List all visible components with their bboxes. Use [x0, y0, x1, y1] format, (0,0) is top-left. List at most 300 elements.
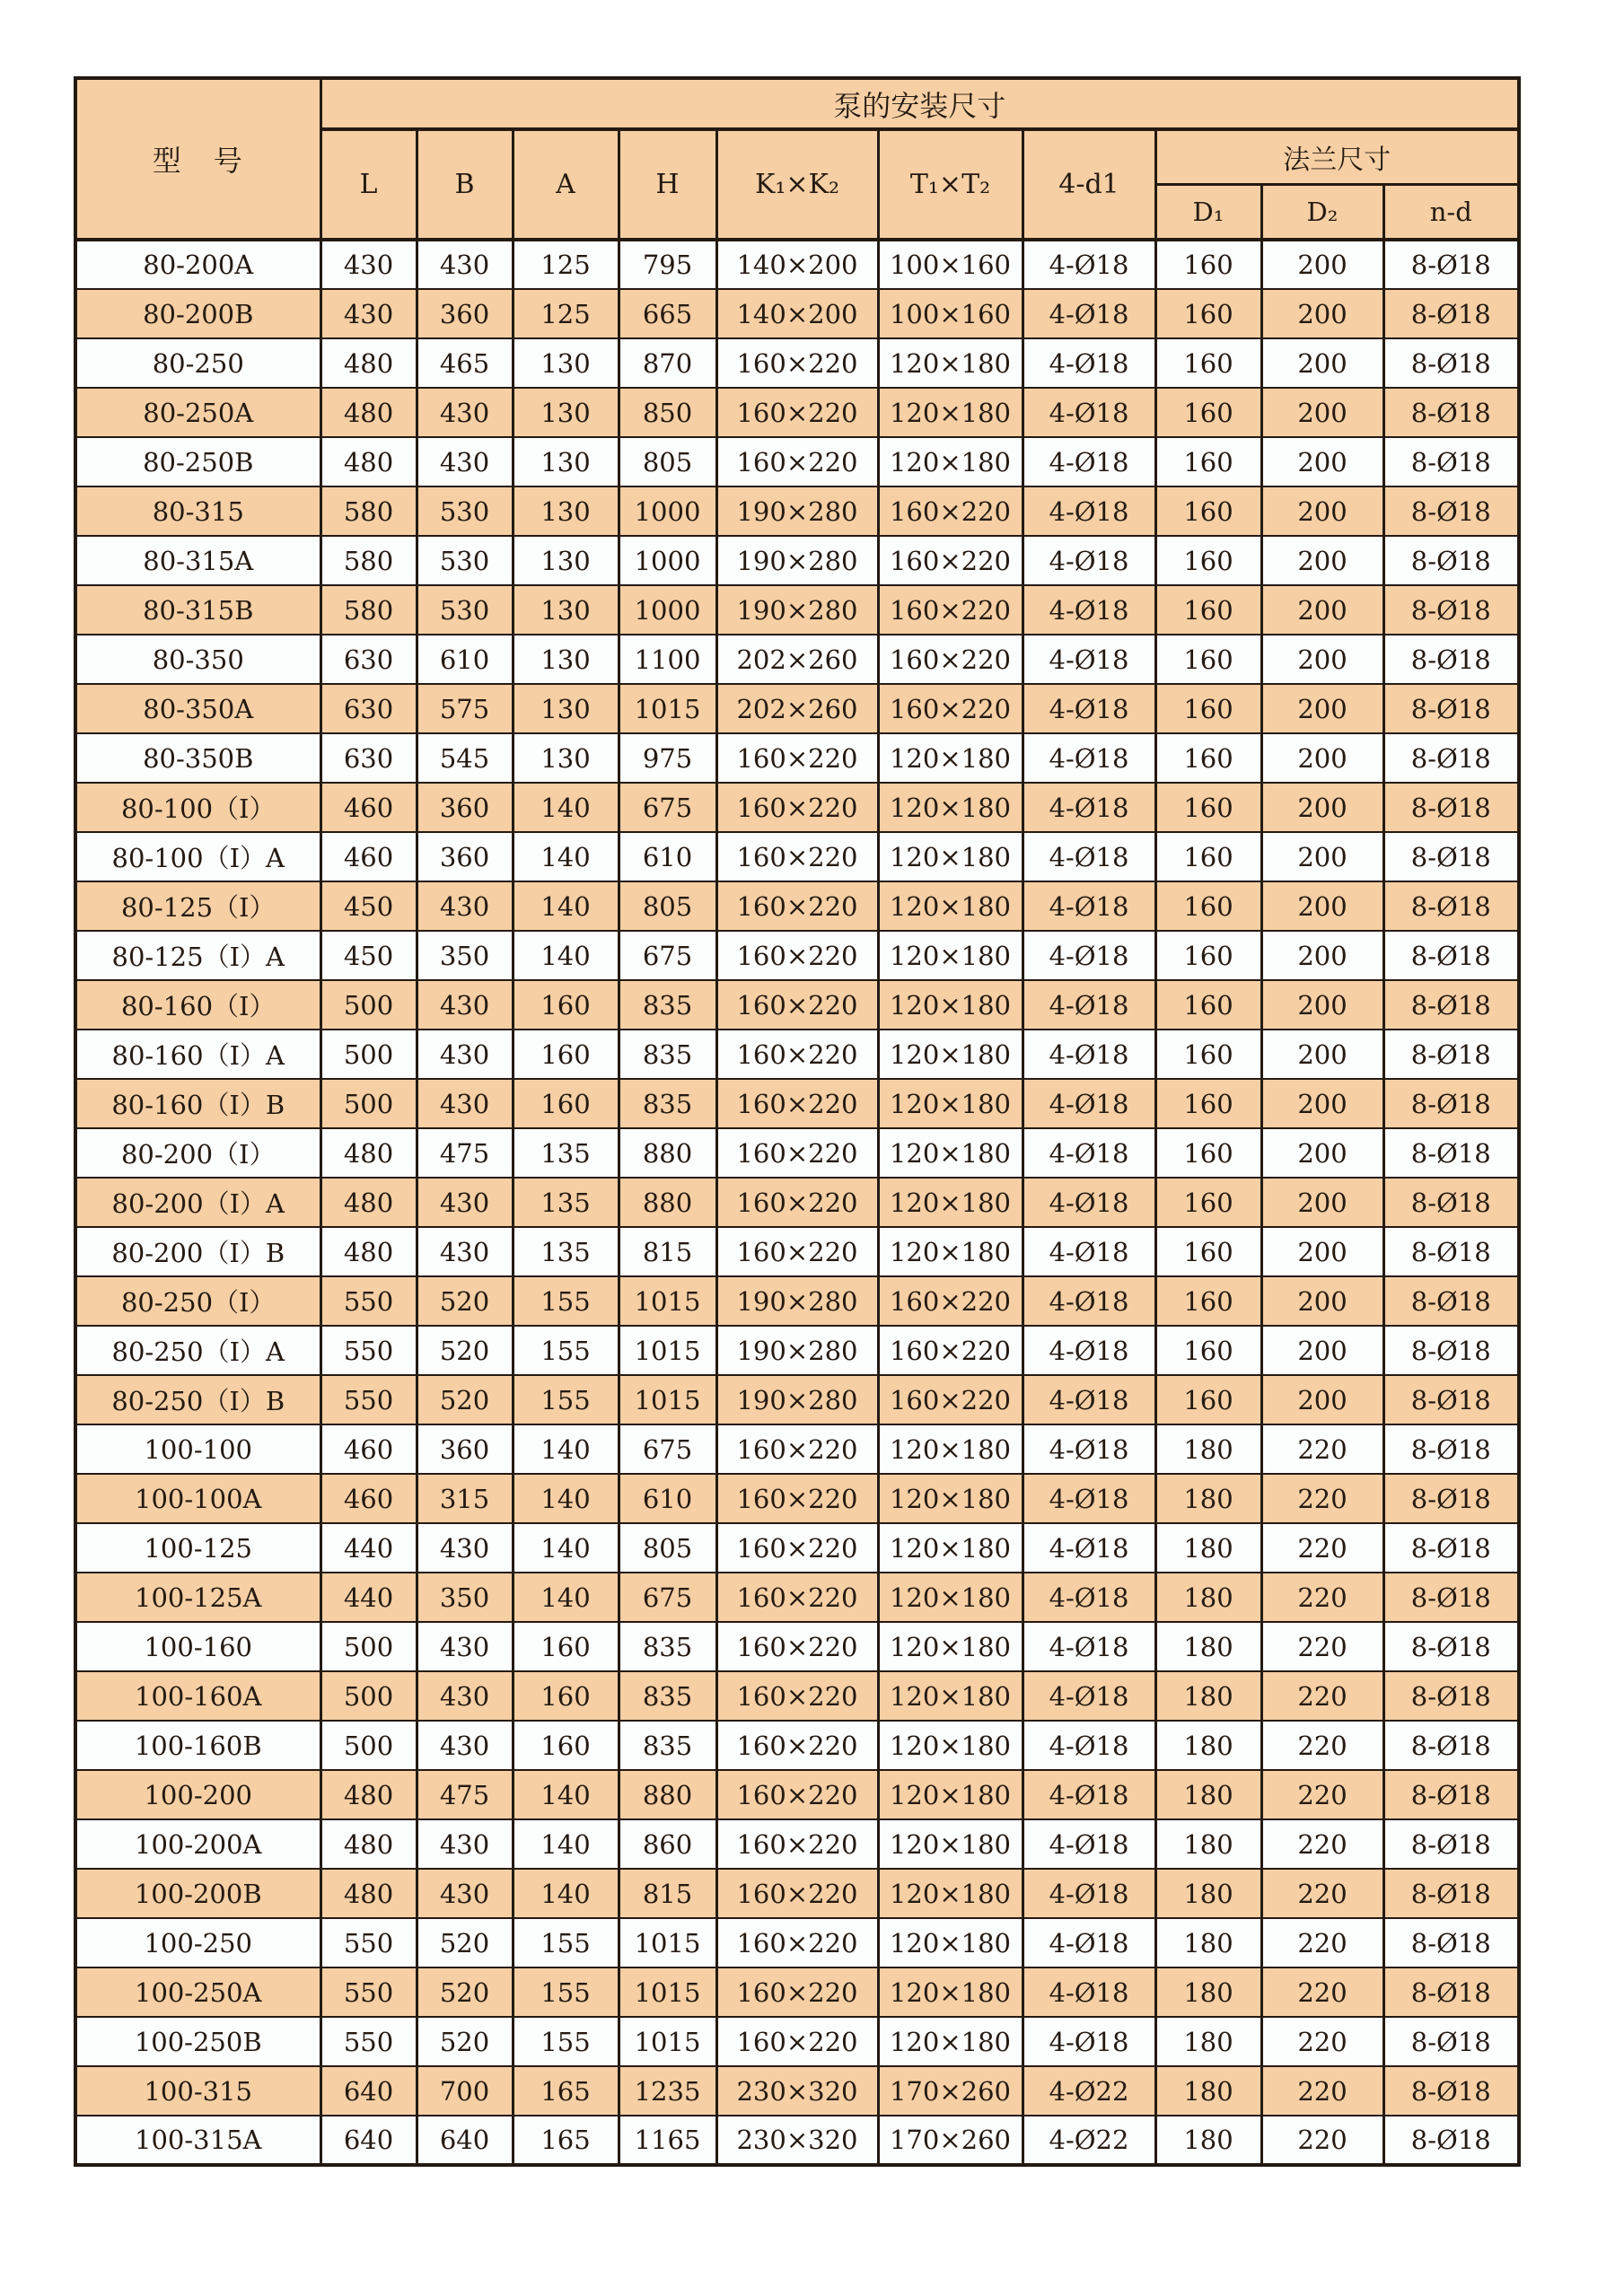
cell-k1xk2: 160×220 — [716, 1079, 878, 1128]
cell-d2: 220 — [1261, 1622, 1383, 1671]
cell-model: 100-315 — [75, 2066, 320, 2116]
table-row — [75, 2116, 1519, 2165]
cell-4d1: 4-Ø18 — [1023, 1819, 1155, 1869]
cell-b: 430 — [417, 881, 513, 931]
cell-t1xt2: 120×180 — [878, 783, 1023, 832]
cell-4d1: 4-Ø18 — [1023, 684, 1155, 733]
cell-4d1: 4-Ø18 — [1023, 635, 1155, 684]
cell-b: 610 — [417, 635, 513, 684]
cell-model: 80-160（I） — [75, 980, 320, 1030]
cell-b: 465 — [417, 338, 513, 388]
cell-nd: 8-Ø18 — [1383, 1128, 1519, 1178]
cell-b: 430 — [417, 1227, 513, 1276]
cell-l: 450 — [320, 881, 417, 931]
cell-d1: 160 — [1155, 1227, 1261, 1276]
cell-k1xk2: 160×220 — [716, 832, 878, 881]
pump-dimension-table — [74, 76, 1521, 2167]
cell-k1xk2: 160×220 — [716, 980, 878, 1030]
cell-4d1: 4-Ø18 — [1023, 1967, 1155, 2017]
cell-a: 140 — [513, 1573, 619, 1622]
cell-k1xk2: 160×220 — [716, 1178, 878, 1227]
cell-k1xk2: 160×220 — [716, 338, 878, 388]
cell-model: 80-250（I）A — [75, 1326, 320, 1375]
cell-model: 100-250B — [75, 2017, 320, 2066]
cell-t1xt2: 120×180 — [878, 1523, 1023, 1573]
cell-model: 80-200（I） — [75, 1128, 320, 1178]
table-row — [75, 1819, 1519, 1869]
cell-4d1: 4-Ø18 — [1023, 980, 1155, 1030]
cell-t1xt2: 120×180 — [878, 1178, 1023, 1227]
cell-4d1: 4-Ø18 — [1023, 536, 1155, 585]
cell-t1xt2: 120×180 — [878, 1819, 1023, 1869]
cell-b: 430 — [417, 1819, 513, 1869]
cell-d1: 180 — [1155, 2116, 1261, 2165]
cell-4d1: 4-Ø18 — [1023, 338, 1155, 388]
cell-nd: 8-Ø18 — [1383, 437, 1519, 486]
cell-d2: 200 — [1261, 832, 1383, 881]
cell-d2: 220 — [1261, 1869, 1383, 1918]
cell-d2: 200 — [1261, 1030, 1383, 1079]
cell-d2: 200 — [1261, 684, 1383, 733]
cell-model: 80-100（I） — [75, 783, 320, 832]
cell-t1xt2: 120×180 — [878, 1869, 1023, 1918]
table-row — [75, 635, 1519, 684]
cell-t1xt2: 120×180 — [878, 1671, 1023, 1721]
cell-nd: 8-Ø18 — [1383, 1178, 1519, 1227]
cell-b: 475 — [417, 1770, 513, 1819]
cell-d1: 180 — [1155, 1770, 1261, 1819]
table-row — [75, 1573, 1519, 1622]
cell-h: 815 — [619, 1869, 716, 1918]
cell-h: 675 — [619, 1573, 716, 1622]
cell-d2: 200 — [1261, 536, 1383, 585]
cell-h: 835 — [619, 980, 716, 1030]
cell-t1xt2: 120×180 — [878, 1622, 1023, 1671]
cell-k1xk2: 160×220 — [716, 388, 878, 437]
cell-d1: 160 — [1155, 1326, 1261, 1375]
table-row — [75, 536, 1519, 585]
table-row — [75, 1869, 1519, 1918]
cell-t1xt2: 120×180 — [878, 1128, 1023, 1178]
cell-model: 80-100（I）A — [75, 832, 320, 881]
cell-t1xt2: 120×180 — [878, 1079, 1023, 1128]
cell-k1xk2: 160×220 — [716, 1030, 878, 1079]
cell-4d1: 4-Ø18 — [1023, 486, 1155, 536]
cell-4d1: 4-Ø18 — [1023, 1721, 1155, 1770]
cell-d1: 160 — [1155, 1128, 1261, 1178]
table-row — [75, 881, 1519, 931]
cell-t1xt2: 120×180 — [878, 1918, 1023, 1967]
cell-d1: 160 — [1155, 733, 1261, 783]
cell-model: 100-125 — [75, 1523, 320, 1573]
cell-d1: 160 — [1155, 1178, 1261, 1227]
cell-l: 500 — [320, 980, 417, 1030]
cell-a: 140 — [513, 1869, 619, 1918]
cell-4d1: 4-Ø22 — [1023, 2066, 1155, 2116]
cell-l: 480 — [320, 1770, 417, 1819]
cell-l: 500 — [320, 1671, 417, 1721]
cell-t1xt2: 120×180 — [878, 1030, 1023, 1079]
cell-t1xt2: 120×180 — [878, 733, 1023, 783]
cell-nd: 8-Ø18 — [1383, 585, 1519, 635]
cell-model: 100-160A — [75, 1671, 320, 1721]
cell-l: 630 — [320, 684, 417, 733]
cell-b: 360 — [417, 1424, 513, 1474]
cell-h: 1015 — [619, 2017, 716, 2066]
cell-model: 80-350B — [75, 733, 320, 783]
cell-h: 1015 — [619, 684, 716, 733]
cell-d1: 160 — [1155, 980, 1261, 1030]
cell-t1xt2: 160×220 — [878, 1276, 1023, 1326]
cell-h: 1165 — [619, 2116, 716, 2165]
cell-b: 430 — [417, 980, 513, 1030]
cell-d2: 200 — [1261, 1326, 1383, 1375]
cell-l: 480 — [320, 1128, 417, 1178]
cell-h: 815 — [619, 1227, 716, 1276]
cell-t1xt2: 160×220 — [878, 1375, 1023, 1424]
cell-t1xt2: 100×160 — [878, 240, 1023, 289]
cell-a: 135 — [513, 1178, 619, 1227]
header-col-T1xT2: T₁×T₂ — [878, 129, 1023, 240]
cell-d1: 160 — [1155, 783, 1261, 832]
header-col-K1xK2: K₁×K₂ — [716, 129, 878, 240]
cell-t1xt2: 120×180 — [878, 1967, 1023, 2017]
cell-k1xk2: 160×220 — [716, 1227, 878, 1276]
cell-t1xt2: 120×180 — [878, 388, 1023, 437]
cell-b: 315 — [417, 1474, 513, 1523]
cell-t1xt2: 160×220 — [878, 1326, 1023, 1375]
cell-l: 500 — [320, 1079, 417, 1128]
cell-l: 580 — [320, 536, 417, 585]
table-row — [75, 1424, 1519, 1474]
table-row — [75, 388, 1519, 437]
cell-h: 835 — [619, 1671, 716, 1721]
cell-nd: 8-Ø18 — [1383, 388, 1519, 437]
cell-a: 165 — [513, 2116, 619, 2165]
cell-d2: 220 — [1261, 1424, 1383, 1474]
cell-k1xk2: 140×200 — [716, 240, 878, 289]
cell-b: 360 — [417, 783, 513, 832]
cell-a: 130 — [513, 635, 619, 684]
table-row — [75, 1770, 1519, 1819]
cell-h: 1000 — [619, 486, 716, 536]
cell-a: 165 — [513, 2066, 619, 2116]
cell-model: 80-200（I）B — [75, 1227, 320, 1276]
cell-d1: 180 — [1155, 2017, 1261, 2066]
cell-a: 130 — [513, 684, 619, 733]
cell-d2: 200 — [1261, 1375, 1383, 1424]
cell-h: 850 — [619, 388, 716, 437]
cell-k1xk2: 190×280 — [716, 585, 878, 635]
cell-a: 160 — [513, 1030, 619, 1079]
cell-nd: 8-Ø18 — [1383, 1819, 1519, 1869]
cell-t1xt2: 120×180 — [878, 338, 1023, 388]
cell-d2: 200 — [1261, 1079, 1383, 1128]
cell-t1xt2: 170×260 — [878, 2116, 1023, 2165]
cell-d1: 160 — [1155, 585, 1261, 635]
cell-model: 100-200 — [75, 1770, 320, 1819]
cell-model: 80-315 — [75, 486, 320, 536]
table-row — [75, 2066, 1519, 2116]
table-row — [75, 289, 1519, 338]
cell-a: 130 — [513, 536, 619, 585]
table-row — [75, 1671, 1519, 1721]
cell-l: 550 — [320, 1918, 417, 1967]
cell-d1: 160 — [1155, 536, 1261, 585]
cell-4d1: 4-Ø18 — [1023, 1869, 1155, 1918]
cell-d2: 200 — [1261, 486, 1383, 536]
cell-d2: 220 — [1261, 1474, 1383, 1523]
cell-k1xk2: 190×280 — [716, 1375, 878, 1424]
table-row — [75, 1523, 1519, 1573]
cell-d1: 160 — [1155, 684, 1261, 733]
table-body — [75, 240, 1519, 2165]
cell-model: 80-350 — [75, 635, 320, 684]
cell-h: 880 — [619, 1770, 716, 1819]
table-row — [75, 832, 1519, 881]
cell-d1: 160 — [1155, 1375, 1261, 1424]
cell-d2: 220 — [1261, 1918, 1383, 1967]
cell-nd: 8-Ø18 — [1383, 1721, 1519, 1770]
cell-d2: 200 — [1261, 338, 1383, 388]
table-row — [75, 1178, 1519, 1227]
cell-t1xt2: 120×180 — [878, 2017, 1023, 2066]
table-row — [75, 1375, 1519, 1424]
cell-b: 520 — [417, 1375, 513, 1424]
cell-t1xt2: 120×180 — [878, 1770, 1023, 1819]
cell-d2: 220 — [1261, 1573, 1383, 1622]
cell-h: 1100 — [619, 635, 716, 684]
cell-l: 430 — [320, 240, 417, 289]
cell-h: 1000 — [619, 536, 716, 585]
cell-l: 550 — [320, 1375, 417, 1424]
cell-nd: 8-Ø18 — [1383, 1227, 1519, 1276]
cell-k1xk2: 160×220 — [716, 437, 878, 486]
cell-a: 155 — [513, 1375, 619, 1424]
table-row — [75, 1030, 1519, 1079]
cell-l: 480 — [320, 1869, 417, 1918]
table-row — [75, 733, 1519, 783]
cell-h: 835 — [619, 1622, 716, 1671]
cell-model: 80-250（I）B — [75, 1375, 320, 1424]
cell-model: 100-160 — [75, 1622, 320, 1671]
cell-4d1: 4-Ø18 — [1023, 585, 1155, 635]
cell-d2: 220 — [1261, 2066, 1383, 2116]
cell-a: 155 — [513, 1967, 619, 2017]
cell-b: 520 — [417, 1918, 513, 1967]
cell-4d1: 4-Ø18 — [1023, 1474, 1155, 1523]
cell-a: 140 — [513, 931, 619, 980]
cell-d1: 180 — [1155, 1474, 1261, 1523]
cell-h: 675 — [619, 931, 716, 980]
cell-l: 550 — [320, 1967, 417, 2017]
cell-h: 1000 — [619, 585, 716, 635]
header-col-D2: D₂ — [1261, 185, 1383, 241]
cell-l: 460 — [320, 832, 417, 881]
cell-nd: 8-Ø18 — [1383, 1671, 1519, 1721]
cell-k1xk2: 160×220 — [716, 783, 878, 832]
cell-model: 100-160B — [75, 1721, 320, 1770]
cell-b: 530 — [417, 585, 513, 635]
cell-h: 880 — [619, 1128, 716, 1178]
cell-nd: 8-Ø18 — [1383, 733, 1519, 783]
cell-model: 80-125（I）A — [75, 931, 320, 980]
cell-model: 80-250 — [75, 338, 320, 388]
header-col-n-d: n-d — [1383, 185, 1519, 241]
cell-k1xk2: 190×280 — [716, 1326, 878, 1375]
cell-model: 80-350A — [75, 684, 320, 733]
cell-nd: 8-Ø18 — [1383, 240, 1519, 289]
header-col-A: A — [513, 129, 619, 240]
cell-model: 80-250（I） — [75, 1276, 320, 1326]
cell-h: 835 — [619, 1079, 716, 1128]
table-row — [75, 1918, 1519, 1967]
cell-d2: 220 — [1261, 2017, 1383, 2066]
cell-b: 700 — [417, 2066, 513, 2116]
cell-l: 440 — [320, 1523, 417, 1573]
cell-b: 530 — [417, 486, 513, 536]
cell-a: 140 — [513, 1474, 619, 1523]
table-row — [75, 240, 1519, 289]
cell-k1xk2: 230×320 — [716, 2066, 878, 2116]
cell-h: 1015 — [619, 1967, 716, 2017]
cell-d2: 200 — [1261, 931, 1383, 980]
cell-t1xt2: 160×220 — [878, 635, 1023, 684]
cell-4d1: 4-Ø18 — [1023, 1375, 1155, 1424]
table-row — [75, 585, 1519, 635]
cell-d1: 160 — [1155, 1030, 1261, 1079]
cell-l: 450 — [320, 931, 417, 980]
cell-b: 430 — [417, 1030, 513, 1079]
cell-b: 520 — [417, 1276, 513, 1326]
table-row — [75, 1128, 1519, 1178]
table-row — [75, 980, 1519, 1030]
cell-nd: 8-Ø18 — [1383, 832, 1519, 881]
cell-t1xt2: 160×220 — [878, 486, 1023, 536]
cell-b: 640 — [417, 2116, 513, 2165]
cell-l: 580 — [320, 585, 417, 635]
cell-d2: 220 — [1261, 1819, 1383, 1869]
cell-d2: 200 — [1261, 733, 1383, 783]
cell-l: 430 — [320, 289, 417, 338]
cell-d1: 160 — [1155, 388, 1261, 437]
cell-d1: 180 — [1155, 1622, 1261, 1671]
cell-nd: 8-Ø18 — [1383, 931, 1519, 980]
cell-a: 130 — [513, 338, 619, 388]
cell-4d1: 4-Ø18 — [1023, 881, 1155, 931]
cell-model: 100-250 — [75, 1918, 320, 1967]
cell-d1: 160 — [1155, 486, 1261, 536]
cell-t1xt2: 160×220 — [878, 585, 1023, 635]
cell-k1xk2: 160×220 — [716, 1819, 878, 1869]
cell-b: 360 — [417, 289, 513, 338]
cell-t1xt2: 120×180 — [878, 832, 1023, 881]
cell-d2: 220 — [1261, 1770, 1383, 1819]
cell-nd: 8-Ø18 — [1383, 635, 1519, 684]
cell-a: 130 — [513, 388, 619, 437]
cell-b: 520 — [417, 1967, 513, 2017]
cell-h: 860 — [619, 1819, 716, 1869]
cell-d1: 180 — [1155, 1671, 1261, 1721]
cell-nd: 8-Ø18 — [1383, 684, 1519, 733]
cell-h: 665 — [619, 289, 716, 338]
cell-nd: 8-Ø18 — [1383, 1770, 1519, 1819]
cell-d1: 180 — [1155, 1721, 1261, 1770]
table-row — [75, 1227, 1519, 1276]
cell-nd: 8-Ø18 — [1383, 1474, 1519, 1523]
table-row — [75, 437, 1519, 486]
cell-t1xt2: 120×180 — [878, 1227, 1023, 1276]
cell-b: 430 — [417, 388, 513, 437]
cell-a: 160 — [513, 980, 619, 1030]
cell-d2: 200 — [1261, 437, 1383, 486]
cell-nd: 8-Ø18 — [1383, 1375, 1519, 1424]
cell-b: 430 — [417, 1671, 513, 1721]
cell-k1xk2: 160×220 — [716, 1424, 878, 1474]
cell-nd: 8-Ø18 — [1383, 980, 1519, 1030]
cell-a: 160 — [513, 1721, 619, 1770]
cell-nd: 8-Ø18 — [1383, 2116, 1519, 2165]
cell-d1: 160 — [1155, 931, 1261, 980]
cell-d2: 200 — [1261, 388, 1383, 437]
cell-d2: 200 — [1261, 980, 1383, 1030]
cell-4d1: 4-Ø18 — [1023, 240, 1155, 289]
cell-a: 155 — [513, 2017, 619, 2066]
table-row — [75, 1474, 1519, 1523]
cell-b: 430 — [417, 1178, 513, 1227]
cell-b: 545 — [417, 733, 513, 783]
table-row — [75, 486, 1519, 536]
cell-a: 140 — [513, 1770, 619, 1819]
cell-h: 1015 — [619, 1276, 716, 1326]
cell-k1xk2: 202×260 — [716, 684, 878, 733]
cell-nd: 8-Ø18 — [1383, 1079, 1519, 1128]
cell-a: 160 — [513, 1622, 619, 1671]
cell-h: 835 — [619, 1721, 716, 1770]
cell-model: 100-200A — [75, 1819, 320, 1869]
cell-model: 100-100A — [75, 1474, 320, 1523]
cell-d2: 200 — [1261, 1128, 1383, 1178]
cell-d2: 200 — [1261, 585, 1383, 635]
cell-b: 475 — [417, 1128, 513, 1178]
cell-k1xk2: 160×220 — [716, 881, 878, 931]
cell-4d1: 4-Ø18 — [1023, 832, 1155, 881]
cell-a: 140 — [513, 881, 619, 931]
cell-l: 480 — [320, 1227, 417, 1276]
cell-b: 520 — [417, 2017, 513, 2066]
cell-b: 430 — [417, 1869, 513, 1918]
cell-k1xk2: 160×220 — [716, 1918, 878, 1967]
table-row — [75, 1721, 1519, 1770]
cell-d2: 220 — [1261, 1721, 1383, 1770]
cell-l: 640 — [320, 2066, 417, 2116]
cell-model: 100-315A — [75, 2116, 320, 2165]
cell-a: 125 — [513, 240, 619, 289]
cell-a: 135 — [513, 1128, 619, 1178]
header-col-H: H — [619, 129, 716, 240]
cell-l: 550 — [320, 2017, 417, 2066]
cell-t1xt2: 160×220 — [878, 536, 1023, 585]
cell-d1: 180 — [1155, 2066, 1261, 2116]
cell-d2: 220 — [1261, 2116, 1383, 2165]
cell-h: 610 — [619, 832, 716, 881]
cell-d2: 200 — [1261, 1276, 1383, 1326]
cell-b: 360 — [417, 832, 513, 881]
cell-nd: 8-Ø18 — [1383, 1030, 1519, 1079]
cell-model: 80-315A — [75, 536, 320, 585]
cell-a: 140 — [513, 1819, 619, 1869]
cell-a: 140 — [513, 832, 619, 881]
